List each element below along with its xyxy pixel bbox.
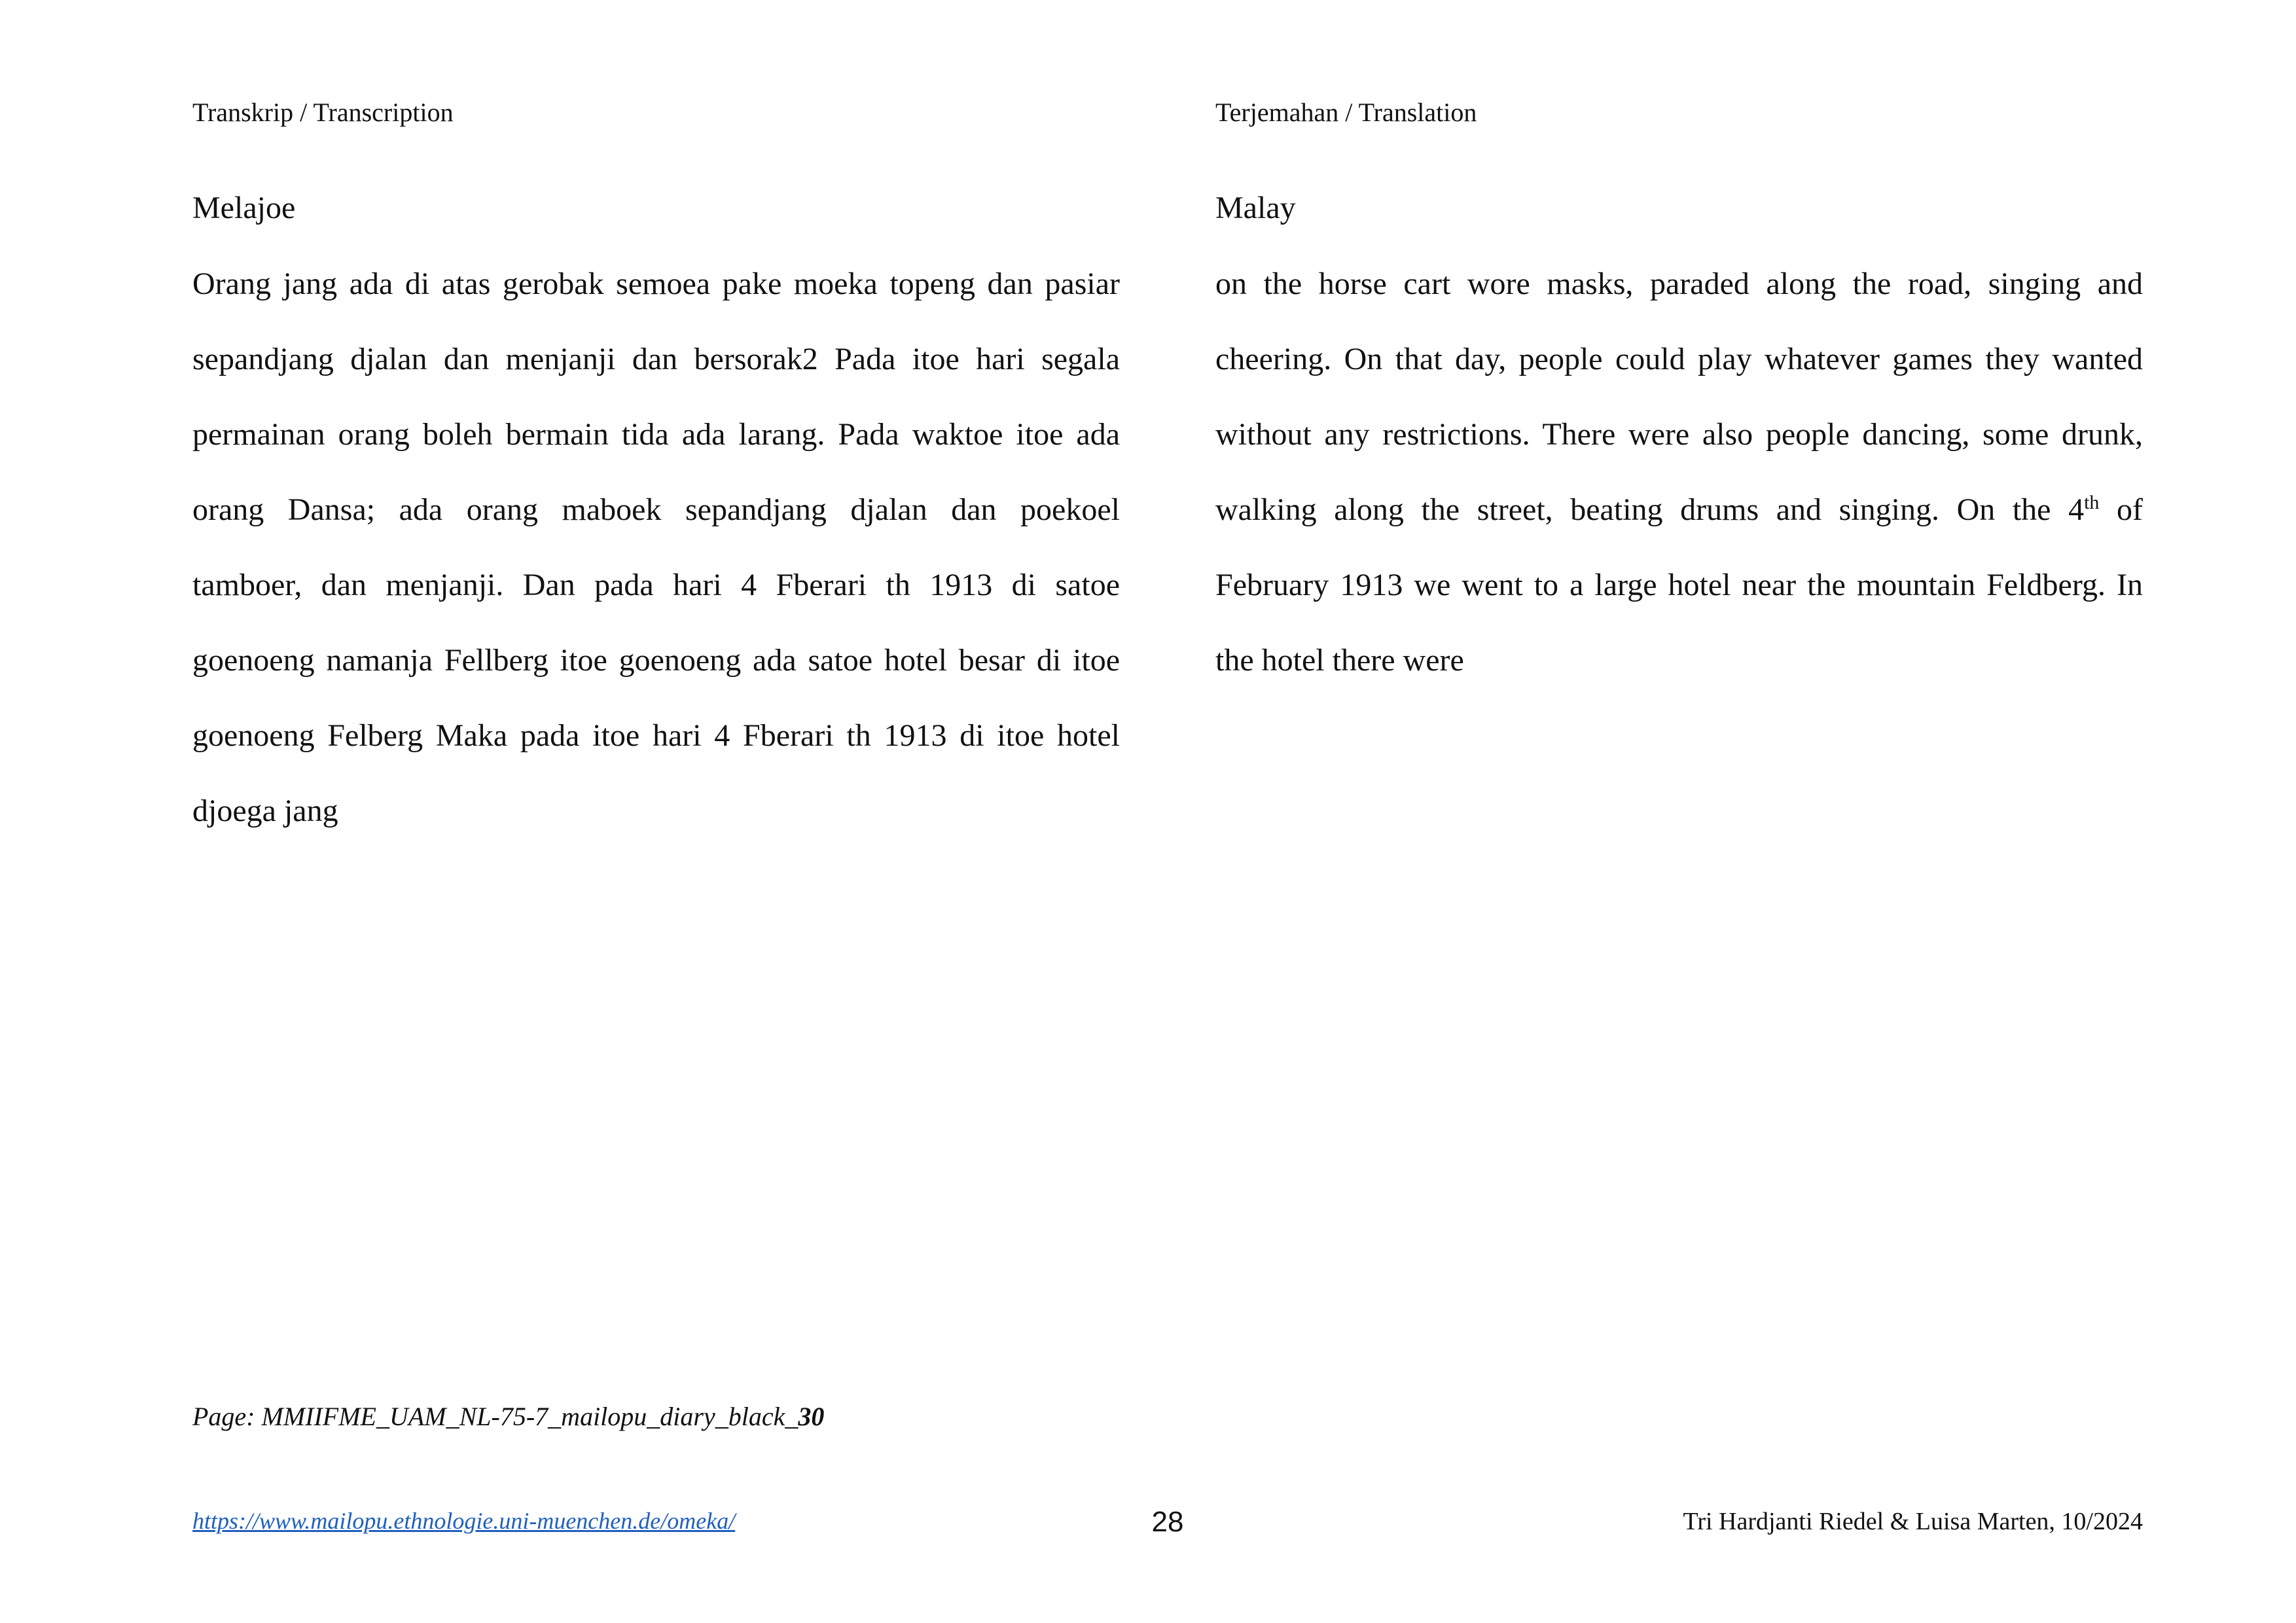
transcription-column [192, 190, 1120, 868]
page-reference-prefix: Page: MMIIFME_UAM_NL-75-7_mailopu_diary_black_ [192, 1402, 798, 1431]
translation-line-text: of [2099, 492, 2144, 527]
translation-line: the hotel there were [1215, 643, 1464, 678]
transcription-line: Orang jang ada di atas gerobak semoea pake moeka topeng dan pasiar [192, 266, 1120, 301]
transcription-language-label: Melajoe [192, 191, 296, 225]
transcription-line: permainan orang boleh bermain tida ada larang. Pada waktoe itoe ada [192, 417, 1120, 452]
transcription-line: djoega jang [192, 793, 338, 828]
ordinal-superscript: th [2084, 492, 2100, 513]
page-reference-number: 30 [798, 1402, 825, 1431]
translation-column [1215, 190, 2143, 718]
translation-line-text: walking along the street, beating drums and singing. On the 4 [1215, 492, 2085, 527]
translation-line [1215, 492, 2143, 567]
translation-line: on the horse cart wore masks, paraded along the road, singing and [1215, 266, 2143, 301]
transcription-line: sepandjang djalan dan menjanji dan bersorak2 Pada itoe hari segala [192, 342, 1120, 376]
omeka-link[interactable]: https://www.mailopu.ethnologie.uni-muenchen.de/omeka/ [192, 1508, 736, 1534]
translation-line: cheering. On that day, people could play whatever games they wanted [1215, 342, 2143, 376]
transcription-line: tamboer, dan menjanji. Dan pada hari 4 Fberari th 1913 di satoe [192, 568, 1120, 602]
footer-authors: Tri Hardjanti Riedel & Luisa Marten, 10/2024 [1683, 1508, 2143, 1535]
transcription-line: goenoeng Felberg Maka pada itoe hari 4 Fberari th 1913 di itoe hotel [192, 718, 1120, 753]
transcription-line: orang Dansa; ada orang maboek sepandjang djalan dan poekoel [192, 492, 1120, 527]
translation-line: without any restrictions. There were also people dancing, some drunk, [1215, 417, 2143, 452]
transcription-line: goenoeng namanja Fellberg itoe goenoeng ada satoe hotel besar di itoe [192, 643, 1120, 678]
transcription-header: Transkrip / Transcription [192, 98, 454, 127]
translation-language-label: Malay [1215, 191, 1296, 225]
translation-header: Terjemahan / Translation [1215, 98, 1477, 127]
page-number: 28 [1151, 1506, 1184, 1538]
page-reference [192, 1401, 824, 1432]
translation-line: February 1913 we went to a large hotel near the mountain Feldberg. In [1215, 568, 2143, 602]
